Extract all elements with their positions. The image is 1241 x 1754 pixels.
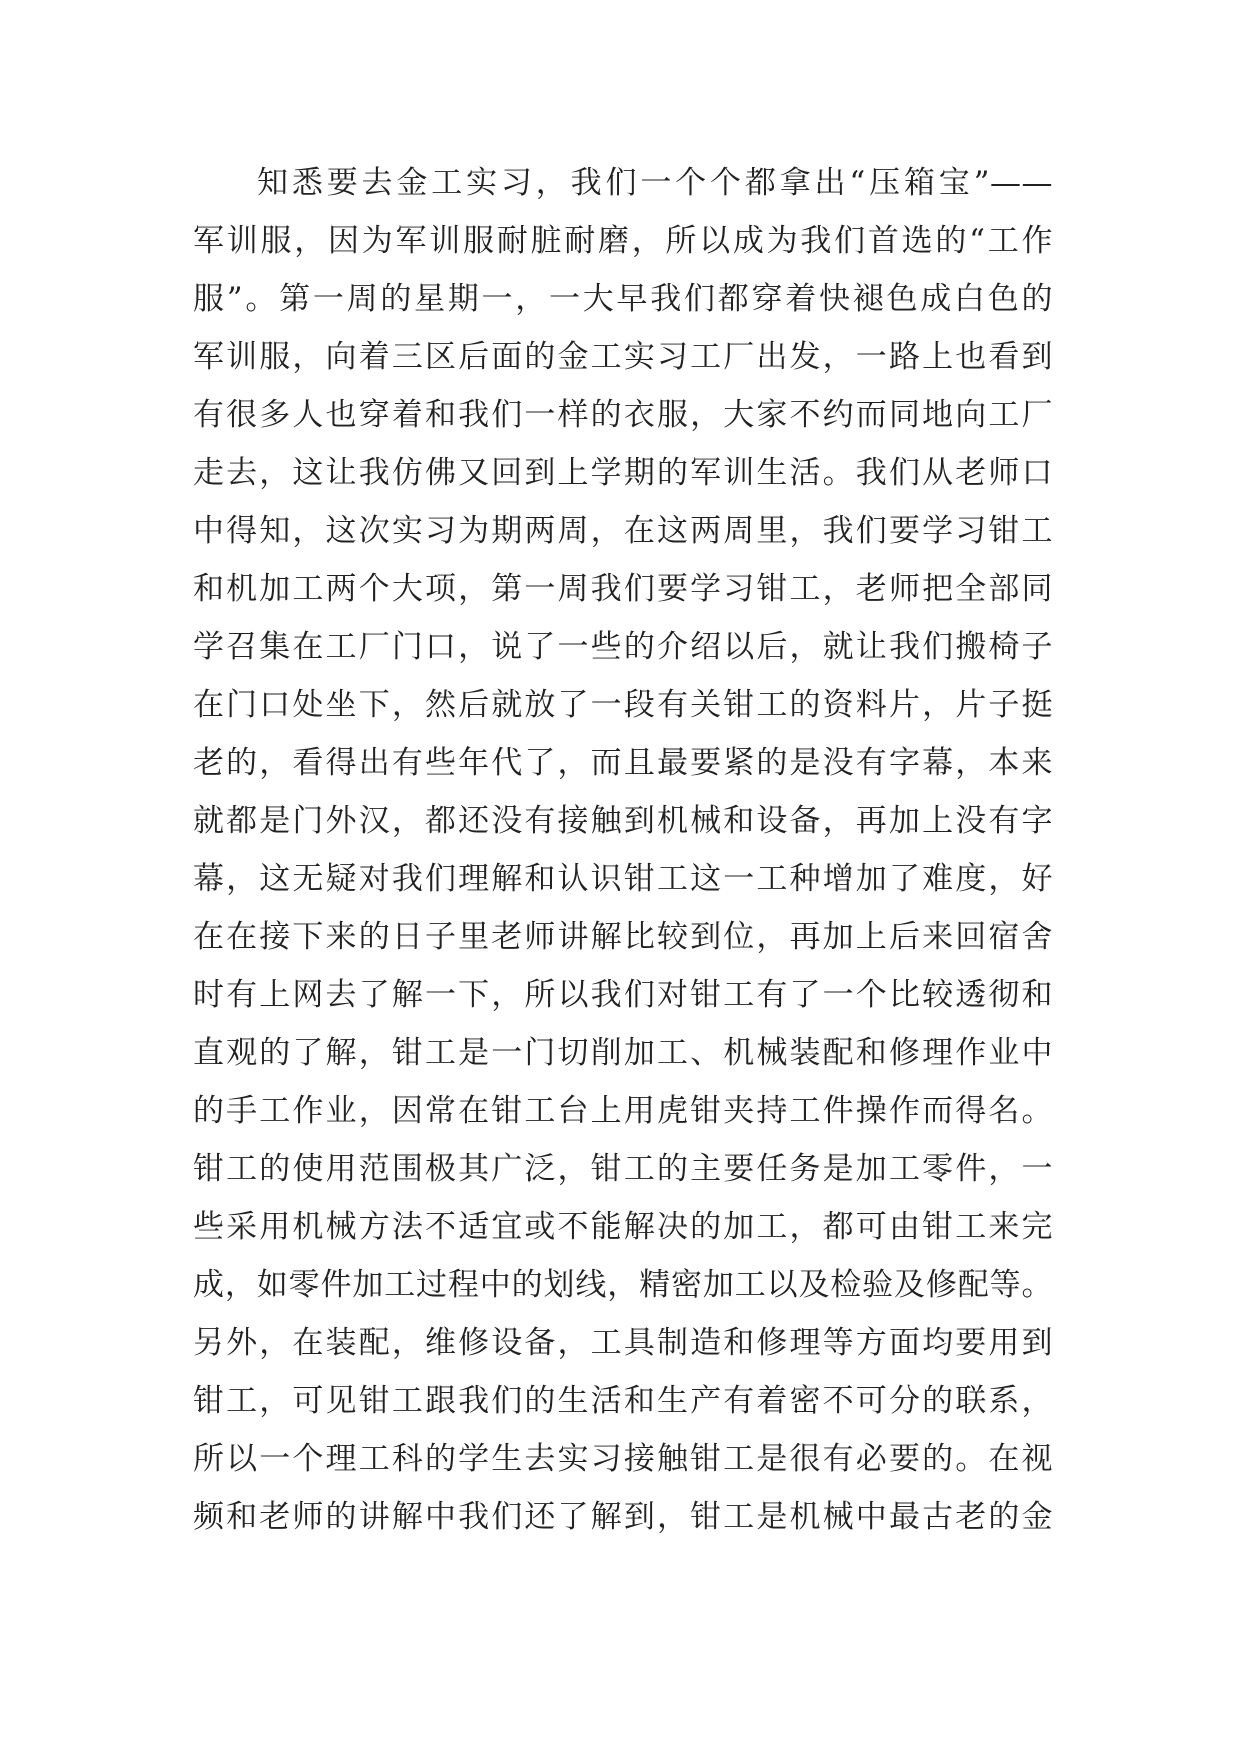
text-line: 钳工的使用范围极其广泛，钳工的主要任务是加工零件，一 bbox=[193, 1151, 1053, 1187]
text-line: 在门口处坐下，然后就放了一段有关钳工的资料片，片子挺 bbox=[193, 687, 1053, 723]
text-line: 成，如零件加工过程中的划线，精密加工以及检验及修配等。 bbox=[193, 1267, 1053, 1303]
text-line: 另外，在装配，维修设备，工具制造和修理等方面均要用到 bbox=[193, 1325, 1053, 1361]
text-line: 学召集在工厂门口，说了一些的介绍以后，就让我们搬椅子 bbox=[193, 629, 1053, 665]
text-line: 有很多人也穿着和我们一样的衣服，大家不约而同地向工厂 bbox=[193, 397, 1053, 433]
text-line: 就都是门外汉，都还没有接触到机械和设备，再加上没有字 bbox=[193, 803, 1053, 839]
text-line: 幕，这无疑对我们理解和认识钳工这一工种增加了难度，好 bbox=[193, 861, 1053, 897]
text-line: 服”。第一周的星期一，一大早我们都穿着快褪色成白色的 bbox=[193, 281, 1053, 317]
text-line: 军训服，因为军训服耐脏耐磨，所以成为我们首选的“工作 bbox=[193, 223, 1053, 259]
text-line: 频和老师的讲解中我们还了解到，钳工是机械中最古老的金 bbox=[193, 1499, 1053, 1535]
body-paragraph bbox=[193, 154, 1053, 1546]
text-line: 知悉要去金工实习，我们一个个都拿出“压箱宝”—— bbox=[257, 165, 1053, 201]
text-line: 时有上网去了解一下，所以我们对钳工有了一个比较透彻和 bbox=[193, 977, 1053, 1013]
text-line: 的手工作业，因常在钳工台上用虎钳夹持工件操作而得名。 bbox=[193, 1093, 1053, 1129]
text-line: 些采用机械方法不适宜或不能解决的加工，都可由钳工来完 bbox=[193, 1209, 1053, 1245]
text-line: 直观的了解，钳工是一门切削加工、机械装配和修理作业中 bbox=[193, 1035, 1053, 1071]
text-line: 老的，看得出有些年代了，而且最要紧的是没有字幕，本来 bbox=[193, 745, 1053, 781]
text-line: 军训服，向着三区后面的金工实习工厂出发，一路上也看到 bbox=[193, 339, 1053, 375]
text-line: 在在接下来的日子里老师讲解比较到位，再加上后来回宿舍 bbox=[193, 919, 1053, 955]
text-line: 所以一个理工科的学生去实习接触钳工是很有必要的。在视 bbox=[193, 1441, 1053, 1477]
text-line: 走去，这让我仿佛又回到上学期的军训生活。我们从老师口 bbox=[193, 455, 1053, 491]
text-line: 和机加工两个大项，第一周我们要学习钳工，老师把全部同 bbox=[193, 571, 1053, 607]
text-line: 中得知，这次实习为期两周，在这两周里，我们要学习钳工 bbox=[193, 513, 1053, 549]
text-line: 钳工，可见钳工跟我们的生活和生产有着密不可分的联系， bbox=[193, 1383, 1053, 1419]
